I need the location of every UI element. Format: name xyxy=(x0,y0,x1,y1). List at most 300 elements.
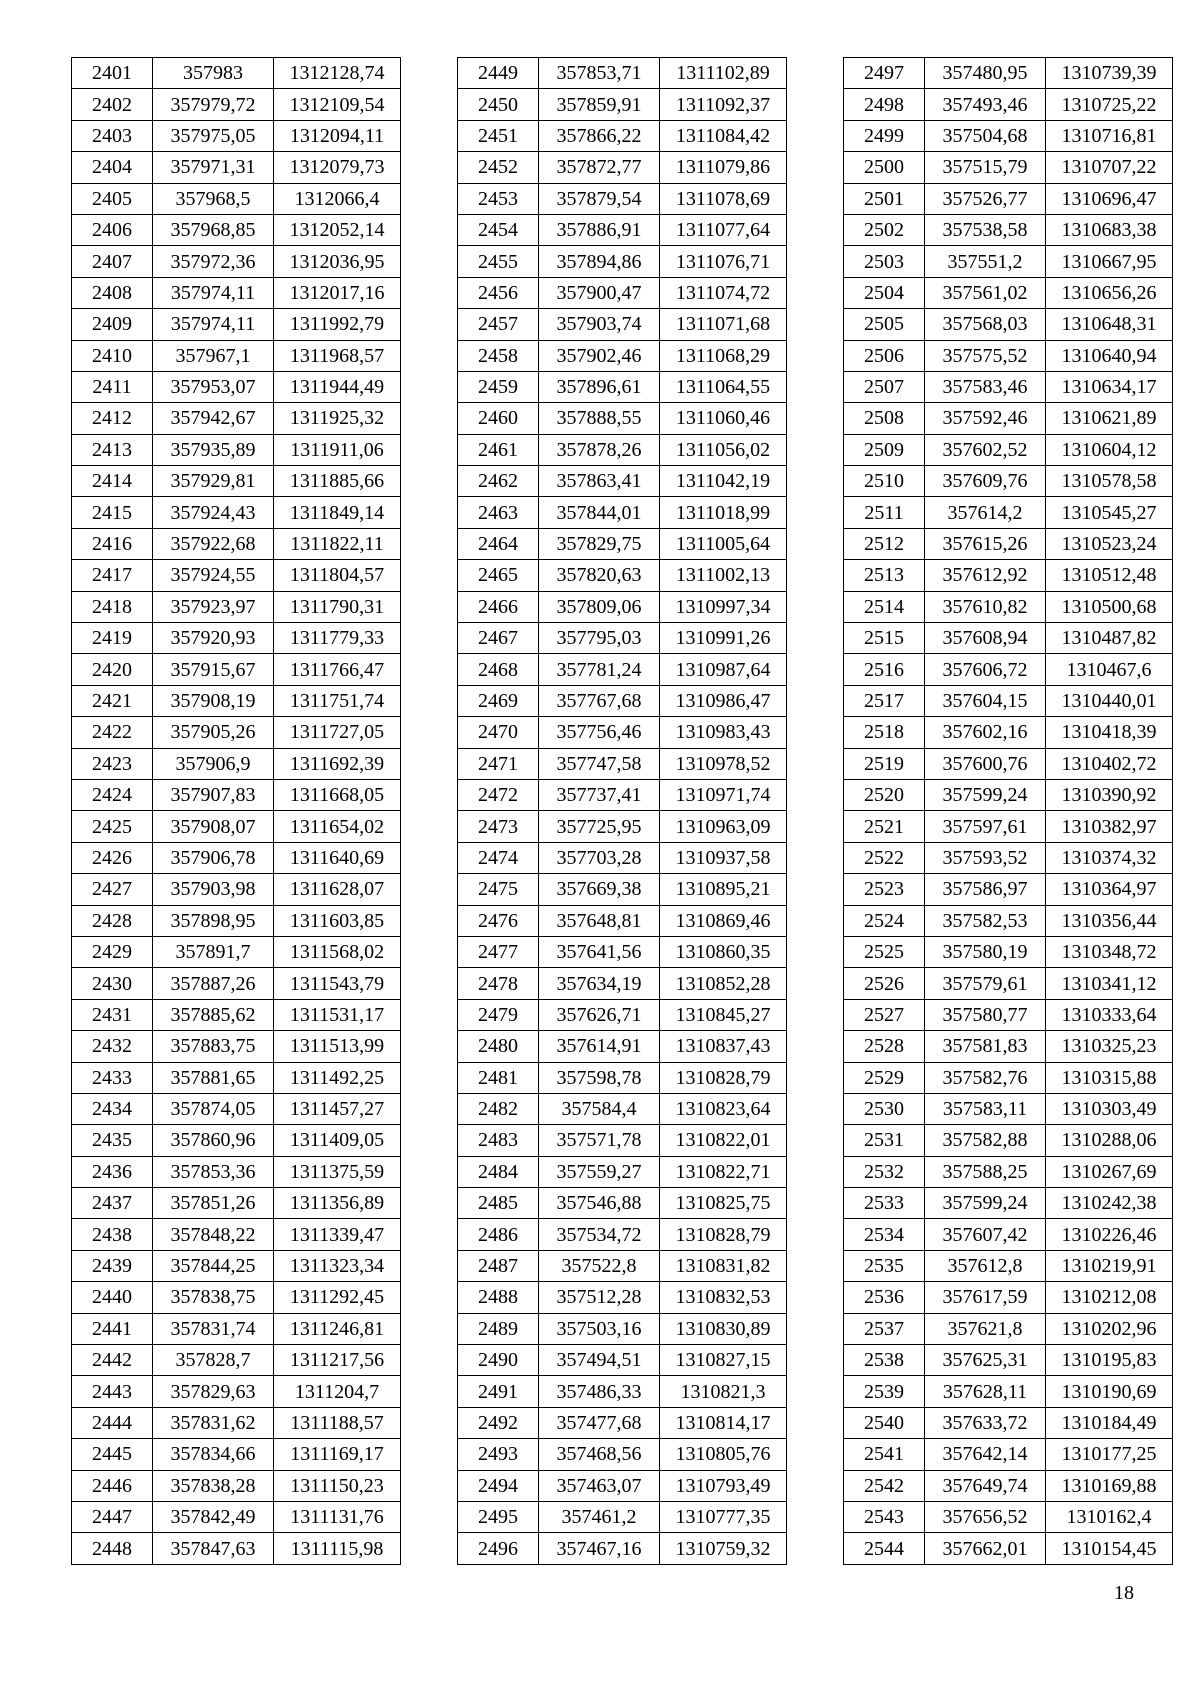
y-coordinate-cell: 1310169,88 xyxy=(1046,1470,1173,1501)
table-row xyxy=(458,999,787,1030)
point-number-cell: 2459 xyxy=(458,371,539,402)
x-coordinate-cell: 357859,91 xyxy=(539,89,660,120)
point-number-cell: 2468 xyxy=(458,654,539,685)
point-number-cell: 2531 xyxy=(844,1125,925,1156)
table-row xyxy=(844,936,1173,967)
y-coordinate-cell: 1310828,79 xyxy=(660,1062,787,1093)
x-coordinate-cell: 357561,02 xyxy=(925,277,1046,308)
point-number-cell: 2510 xyxy=(844,466,925,497)
point-number-cell: 2401 xyxy=(72,58,153,89)
x-coordinate-cell: 357838,75 xyxy=(153,1282,274,1313)
y-coordinate-cell: 1310696,47 xyxy=(1046,183,1173,214)
point-number-cell: 2403 xyxy=(72,120,153,151)
point-number-cell: 2507 xyxy=(844,371,925,402)
y-coordinate-cell: 1310793,49 xyxy=(660,1470,787,1501)
x-coordinate-cell: 357515,79 xyxy=(925,152,1046,183)
y-coordinate-cell: 1311804,57 xyxy=(274,560,401,591)
coordinate-table-2 xyxy=(457,57,787,1565)
y-coordinate-cell: 1310725,22 xyxy=(1046,89,1173,120)
y-coordinate-cell: 1311375,59 xyxy=(274,1156,401,1187)
x-coordinate-cell: 357649,74 xyxy=(925,1470,1046,1501)
x-coordinate-cell: 357598,78 xyxy=(539,1062,660,1093)
x-coordinate-cell: 357588,25 xyxy=(925,1156,1046,1187)
table-row xyxy=(72,560,401,591)
table-row xyxy=(844,1125,1173,1156)
table-row xyxy=(458,309,787,340)
point-number-cell: 2453 xyxy=(458,183,539,214)
y-coordinate-cell: 1310707,22 xyxy=(1046,152,1173,183)
table-row xyxy=(72,1156,401,1187)
table-row xyxy=(844,1313,1173,1344)
y-coordinate-cell: 1311668,05 xyxy=(274,779,401,810)
table-row xyxy=(458,560,787,591)
x-coordinate-cell: 357599,24 xyxy=(925,779,1046,810)
x-coordinate-cell: 357612,92 xyxy=(925,560,1046,591)
point-number-cell: 2491 xyxy=(458,1376,539,1407)
y-coordinate-cell: 1310971,74 xyxy=(660,779,787,810)
table-row xyxy=(844,842,1173,873)
x-coordinate-cell: 357886,91 xyxy=(539,214,660,245)
point-number-cell: 2463 xyxy=(458,497,539,528)
y-coordinate-cell: 1310545,27 xyxy=(1046,497,1173,528)
table-row xyxy=(458,1470,787,1501)
table-row xyxy=(72,1093,401,1124)
point-number-cell: 2540 xyxy=(844,1407,925,1438)
point-number-cell: 2427 xyxy=(72,874,153,905)
y-coordinate-cell: 1310288,06 xyxy=(1046,1125,1173,1156)
table-row xyxy=(72,1282,401,1313)
y-coordinate-cell: 1310991,26 xyxy=(660,623,787,654)
y-coordinate-cell: 1311002,13 xyxy=(660,560,787,591)
y-coordinate-cell: 1310364,97 xyxy=(1046,874,1173,905)
point-number-cell: 2475 xyxy=(458,874,539,905)
y-coordinate-cell: 1310986,47 xyxy=(660,685,787,716)
table-row xyxy=(458,1313,787,1344)
table-row xyxy=(458,528,787,559)
point-number-cell: 2471 xyxy=(458,748,539,779)
point-number-cell: 2447 xyxy=(72,1501,153,1532)
y-coordinate-cell: 1311005,64 xyxy=(660,528,787,559)
point-number-cell: 2514 xyxy=(844,591,925,622)
table-row xyxy=(844,309,1173,340)
x-coordinate-cell: 357737,41 xyxy=(539,779,660,810)
table-row xyxy=(458,152,787,183)
x-coordinate-cell: 357860,96 xyxy=(153,1125,274,1156)
y-coordinate-cell: 1311727,05 xyxy=(274,717,401,748)
y-coordinate-cell: 1311409,05 xyxy=(274,1125,401,1156)
point-number-cell: 2484 xyxy=(458,1156,539,1187)
point-number-cell: 2431 xyxy=(72,999,153,1030)
y-coordinate-cell: 1310683,38 xyxy=(1046,214,1173,245)
y-coordinate-cell: 1311692,39 xyxy=(274,748,401,779)
point-number-cell: 2428 xyxy=(72,905,153,936)
point-number-cell: 2455 xyxy=(458,246,539,277)
point-number-cell: 2473 xyxy=(458,811,539,842)
y-coordinate-cell: 1310716,81 xyxy=(1046,120,1173,151)
x-coordinate-cell: 357559,27 xyxy=(539,1156,660,1187)
point-number-cell: 2451 xyxy=(458,120,539,151)
table-row xyxy=(458,466,787,497)
table-row xyxy=(458,497,787,528)
table-row xyxy=(458,1031,787,1062)
table-row xyxy=(458,1376,787,1407)
x-coordinate-cell: 357575,52 xyxy=(925,340,1046,371)
x-coordinate-cell: 357924,43 xyxy=(153,497,274,528)
y-coordinate-cell: 1310195,83 xyxy=(1046,1345,1173,1376)
table-row xyxy=(72,1031,401,1062)
table-row xyxy=(72,968,401,999)
point-number-cell: 2411 xyxy=(72,371,153,402)
point-number-cell: 2538 xyxy=(844,1345,925,1376)
y-coordinate-cell: 1312036,95 xyxy=(274,246,401,277)
x-coordinate-cell: 357656,52 xyxy=(925,1501,1046,1532)
x-coordinate-cell: 357903,74 xyxy=(539,309,660,340)
point-number-cell: 2433 xyxy=(72,1062,153,1093)
table-row xyxy=(458,340,787,371)
x-coordinate-cell: 357641,56 xyxy=(539,936,660,967)
y-coordinate-cell: 1310219,91 xyxy=(1046,1250,1173,1281)
table-row xyxy=(72,1125,401,1156)
table-row xyxy=(458,1501,787,1532)
point-number-cell: 2486 xyxy=(458,1219,539,1250)
y-coordinate-cell: 1310978,52 xyxy=(660,748,787,779)
x-coordinate-cell: 357526,77 xyxy=(925,183,1046,214)
point-number-cell: 2543 xyxy=(844,1501,925,1532)
point-number-cell: 2536 xyxy=(844,1282,925,1313)
x-coordinate-cell: 357838,28 xyxy=(153,1470,274,1501)
point-number-cell: 2513 xyxy=(844,560,925,591)
point-number-cell: 2525 xyxy=(844,936,925,967)
table-row xyxy=(844,434,1173,465)
y-coordinate-cell: 1311064,55 xyxy=(660,371,787,402)
table-row xyxy=(844,340,1173,371)
y-coordinate-cell: 1311068,29 xyxy=(660,340,787,371)
point-number-cell: 2500 xyxy=(844,152,925,183)
table-row xyxy=(844,1501,1173,1532)
x-coordinate-cell: 357953,07 xyxy=(153,371,274,402)
point-number-cell: 2488 xyxy=(458,1282,539,1313)
x-coordinate-cell: 357896,61 xyxy=(539,371,660,402)
y-coordinate-cell: 1310821,3 xyxy=(660,1376,787,1407)
point-number-cell: 2492 xyxy=(458,1407,539,1438)
x-coordinate-cell: 357872,77 xyxy=(539,152,660,183)
point-number-cell: 2417 xyxy=(72,560,153,591)
x-coordinate-cell: 357844,01 xyxy=(539,497,660,528)
y-coordinate-cell: 1310739,39 xyxy=(1046,58,1173,89)
table-row xyxy=(458,1345,787,1376)
table-row xyxy=(844,968,1173,999)
point-number-cell: 2408 xyxy=(72,277,153,308)
y-coordinate-cell: 1310487,82 xyxy=(1046,623,1173,654)
table-row xyxy=(844,152,1173,183)
table-row xyxy=(72,874,401,905)
y-coordinate-cell: 1310983,43 xyxy=(660,717,787,748)
x-coordinate-cell: 357878,26 xyxy=(539,434,660,465)
y-coordinate-cell: 1311543,79 xyxy=(274,968,401,999)
x-coordinate-cell: 357609,76 xyxy=(925,466,1046,497)
table-row xyxy=(844,371,1173,402)
table-row xyxy=(72,654,401,685)
y-coordinate-cell: 1310828,79 xyxy=(660,1219,787,1250)
table-row xyxy=(844,1407,1173,1438)
point-number-cell: 2460 xyxy=(458,403,539,434)
y-coordinate-cell: 1310822,01 xyxy=(660,1125,787,1156)
x-coordinate-cell: 357756,46 xyxy=(539,717,660,748)
x-coordinate-cell: 357908,07 xyxy=(153,811,274,842)
x-coordinate-cell: 357480,95 xyxy=(925,58,1046,89)
x-coordinate-cell: 357583,11 xyxy=(925,1093,1046,1124)
y-coordinate-cell: 1311169,17 xyxy=(274,1439,401,1470)
x-coordinate-cell: 357602,16 xyxy=(925,717,1046,748)
y-coordinate-cell: 1310656,26 xyxy=(1046,277,1173,308)
x-coordinate-cell: 357983 xyxy=(153,58,274,89)
y-coordinate-cell: 1311188,57 xyxy=(274,1407,401,1438)
y-coordinate-cell: 1310402,72 xyxy=(1046,748,1173,779)
table-row xyxy=(844,1345,1173,1376)
x-coordinate-cell: 357642,14 xyxy=(925,1439,1046,1470)
point-number-cell: 2442 xyxy=(72,1345,153,1376)
table-row xyxy=(844,1376,1173,1407)
x-coordinate-cell: 357468,56 xyxy=(539,1439,660,1470)
y-coordinate-cell: 1310303,49 xyxy=(1046,1093,1173,1124)
x-coordinate-cell: 357626,71 xyxy=(539,999,660,1030)
point-number-cell: 2522 xyxy=(844,842,925,873)
y-coordinate-cell: 1310226,46 xyxy=(1046,1219,1173,1250)
x-coordinate-cell: 357935,89 xyxy=(153,434,274,465)
y-coordinate-cell: 1311790,31 xyxy=(274,591,401,622)
point-number-cell: 2509 xyxy=(844,434,925,465)
y-coordinate-cell: 1310852,28 xyxy=(660,968,787,999)
y-coordinate-cell: 1310348,72 xyxy=(1046,936,1173,967)
x-coordinate-cell: 357866,22 xyxy=(539,120,660,151)
table-row xyxy=(844,999,1173,1030)
x-coordinate-cell: 357829,63 xyxy=(153,1376,274,1407)
x-coordinate-cell: 357633,72 xyxy=(925,1407,1046,1438)
x-coordinate-cell: 357795,03 xyxy=(539,623,660,654)
x-coordinate-cell: 357504,68 xyxy=(925,120,1046,151)
point-number-cell: 2502 xyxy=(844,214,925,245)
y-coordinate-cell: 1310212,08 xyxy=(1046,1282,1173,1313)
x-coordinate-cell: 357625,31 xyxy=(925,1345,1046,1376)
table-row xyxy=(844,748,1173,779)
table-row xyxy=(844,685,1173,716)
y-coordinate-cell: 1310805,76 xyxy=(660,1439,787,1470)
table-row xyxy=(72,685,401,716)
point-number-cell: 2440 xyxy=(72,1282,153,1313)
table-row xyxy=(72,1533,401,1564)
y-coordinate-cell: 1310759,32 xyxy=(660,1533,787,1564)
x-coordinate-cell: 357863,41 xyxy=(539,466,660,497)
x-coordinate-cell: 357922,68 xyxy=(153,528,274,559)
y-coordinate-cell: 1312094,11 xyxy=(274,120,401,151)
table-row xyxy=(844,1219,1173,1250)
x-coordinate-cell: 357820,63 xyxy=(539,560,660,591)
y-coordinate-cell: 1312052,14 xyxy=(274,214,401,245)
table-row xyxy=(458,1062,787,1093)
point-number-cell: 2454 xyxy=(458,214,539,245)
point-number-cell: 2434 xyxy=(72,1093,153,1124)
point-number-cell: 2404 xyxy=(72,152,153,183)
y-coordinate-cell: 1311056,02 xyxy=(660,434,787,465)
y-coordinate-cell: 1310832,53 xyxy=(660,1282,787,1313)
x-coordinate-cell: 357975,05 xyxy=(153,120,274,151)
y-coordinate-cell: 1311092,37 xyxy=(660,89,787,120)
x-coordinate-cell: 357568,03 xyxy=(925,309,1046,340)
point-number-cell: 2419 xyxy=(72,623,153,654)
y-coordinate-cell: 1310937,58 xyxy=(660,842,787,873)
table-row xyxy=(72,371,401,402)
y-coordinate-cell: 1311356,89 xyxy=(274,1188,401,1219)
y-coordinate-cell: 1311060,46 xyxy=(660,403,787,434)
page-number: 18 xyxy=(1114,1582,1134,1604)
table-row xyxy=(72,717,401,748)
x-coordinate-cell: 357971,31 xyxy=(153,152,274,183)
point-number-cell: 2529 xyxy=(844,1062,925,1093)
y-coordinate-cell: 1310177,25 xyxy=(1046,1439,1173,1470)
table-row xyxy=(72,591,401,622)
x-coordinate-cell: 357891,7 xyxy=(153,936,274,967)
x-coordinate-cell: 357924,55 xyxy=(153,560,274,591)
x-coordinate-cell: 357463,07 xyxy=(539,1470,660,1501)
x-coordinate-cell: 357584,4 xyxy=(539,1093,660,1124)
table-row xyxy=(458,1439,787,1470)
table-row xyxy=(72,811,401,842)
y-coordinate-cell: 1312066,4 xyxy=(274,183,401,214)
x-coordinate-cell: 357546,88 xyxy=(539,1188,660,1219)
x-coordinate-cell: 357968,5 xyxy=(153,183,274,214)
table-row xyxy=(844,874,1173,905)
x-coordinate-cell: 357888,55 xyxy=(539,403,660,434)
y-coordinate-cell: 1310667,95 xyxy=(1046,246,1173,277)
point-number-cell: 2426 xyxy=(72,842,153,873)
y-coordinate-cell: 1310333,64 xyxy=(1046,999,1173,1030)
point-number-cell: 2523 xyxy=(844,874,925,905)
x-coordinate-cell: 357974,11 xyxy=(153,309,274,340)
point-number-cell: 2544 xyxy=(844,1533,925,1564)
table-row xyxy=(72,183,401,214)
point-number-cell: 2512 xyxy=(844,528,925,559)
point-number-cell: 2429 xyxy=(72,936,153,967)
x-coordinate-cell: 357968,85 xyxy=(153,214,274,245)
point-number-cell: 2516 xyxy=(844,654,925,685)
y-coordinate-cell: 1310621,89 xyxy=(1046,403,1173,434)
table-row xyxy=(458,120,787,151)
y-coordinate-cell: 1310184,49 xyxy=(1046,1407,1173,1438)
table-row xyxy=(844,591,1173,622)
table-row xyxy=(72,152,401,183)
y-coordinate-cell: 1311150,23 xyxy=(274,1470,401,1501)
point-number-cell: 2437 xyxy=(72,1188,153,1219)
point-number-cell: 2504 xyxy=(844,277,925,308)
x-coordinate-cell: 357834,66 xyxy=(153,1439,274,1470)
point-number-cell: 2518 xyxy=(844,717,925,748)
x-coordinate-cell: 357669,38 xyxy=(539,874,660,905)
table-row xyxy=(72,277,401,308)
y-coordinate-cell: 1311849,14 xyxy=(274,497,401,528)
y-coordinate-cell: 1311071,68 xyxy=(660,309,787,340)
point-number-cell: 2498 xyxy=(844,89,925,120)
x-coordinate-cell: 357621,8 xyxy=(925,1313,1046,1344)
point-number-cell: 2406 xyxy=(72,214,153,245)
point-number-cell: 2530 xyxy=(844,1093,925,1124)
point-number-cell: 2452 xyxy=(458,152,539,183)
table-row xyxy=(844,466,1173,497)
table-row xyxy=(458,214,787,245)
y-coordinate-cell: 1310860,35 xyxy=(660,936,787,967)
x-coordinate-cell: 357477,68 xyxy=(539,1407,660,1438)
x-coordinate-cell: 357908,19 xyxy=(153,685,274,716)
table-row xyxy=(844,1188,1173,1219)
table-row xyxy=(458,748,787,779)
x-coordinate-cell: 357898,95 xyxy=(153,905,274,936)
point-number-cell: 2449 xyxy=(458,58,539,89)
point-number-cell: 2527 xyxy=(844,999,925,1030)
point-number-cell: 2432 xyxy=(72,1031,153,1062)
table-row xyxy=(72,1219,401,1250)
point-number-cell: 2482 xyxy=(458,1093,539,1124)
table-row xyxy=(844,403,1173,434)
point-number-cell: 2421 xyxy=(72,685,153,716)
point-number-cell: 2508 xyxy=(844,403,925,434)
table-row xyxy=(458,1188,787,1219)
point-number-cell: 2413 xyxy=(72,434,153,465)
y-coordinate-cell: 1310418,39 xyxy=(1046,717,1173,748)
x-coordinate-cell: 357648,81 xyxy=(539,905,660,936)
point-number-cell: 2418 xyxy=(72,591,153,622)
point-number-cell: 2493 xyxy=(458,1439,539,1470)
point-number-cell: 2506 xyxy=(844,340,925,371)
table-row xyxy=(72,1345,401,1376)
x-coordinate-cell: 357486,33 xyxy=(539,1376,660,1407)
x-coordinate-cell: 357461,2 xyxy=(539,1501,660,1532)
y-coordinate-cell: 1311531,17 xyxy=(274,999,401,1030)
table-row xyxy=(458,371,787,402)
point-number-cell: 2430 xyxy=(72,968,153,999)
point-number-cell: 2537 xyxy=(844,1313,925,1344)
coordinate-table-1 xyxy=(71,57,401,1565)
y-coordinate-cell: 1310814,17 xyxy=(660,1407,787,1438)
table-row xyxy=(72,1470,401,1501)
table-row xyxy=(458,936,787,967)
point-number-cell: 2517 xyxy=(844,685,925,716)
table-row xyxy=(458,246,787,277)
point-number-cell: 2424 xyxy=(72,779,153,810)
table-row xyxy=(72,1250,401,1281)
point-number-cell: 2458 xyxy=(458,340,539,371)
table-row xyxy=(72,466,401,497)
table-row xyxy=(72,120,401,151)
point-number-cell: 2485 xyxy=(458,1188,539,1219)
x-coordinate-cell: 357828,7 xyxy=(153,1345,274,1376)
table-row xyxy=(458,1156,787,1187)
x-coordinate-cell: 357593,52 xyxy=(925,842,1046,873)
point-number-cell: 2519 xyxy=(844,748,925,779)
x-coordinate-cell: 357534,72 xyxy=(539,1219,660,1250)
point-number-cell: 2494 xyxy=(458,1470,539,1501)
y-coordinate-cell: 1310578,58 xyxy=(1046,466,1173,497)
y-coordinate-cell: 1311079,86 xyxy=(660,152,787,183)
point-number-cell: 2416 xyxy=(72,528,153,559)
x-coordinate-cell: 357883,75 xyxy=(153,1031,274,1062)
y-coordinate-cell: 1311492,25 xyxy=(274,1062,401,1093)
table-row xyxy=(72,905,401,936)
y-coordinate-cell: 1311885,66 xyxy=(274,466,401,497)
point-number-cell: 2535 xyxy=(844,1250,925,1281)
x-coordinate-cell: 357781,24 xyxy=(539,654,660,685)
y-coordinate-cell: 1311292,45 xyxy=(274,1282,401,1313)
table-row xyxy=(72,748,401,779)
point-number-cell: 2467 xyxy=(458,623,539,654)
